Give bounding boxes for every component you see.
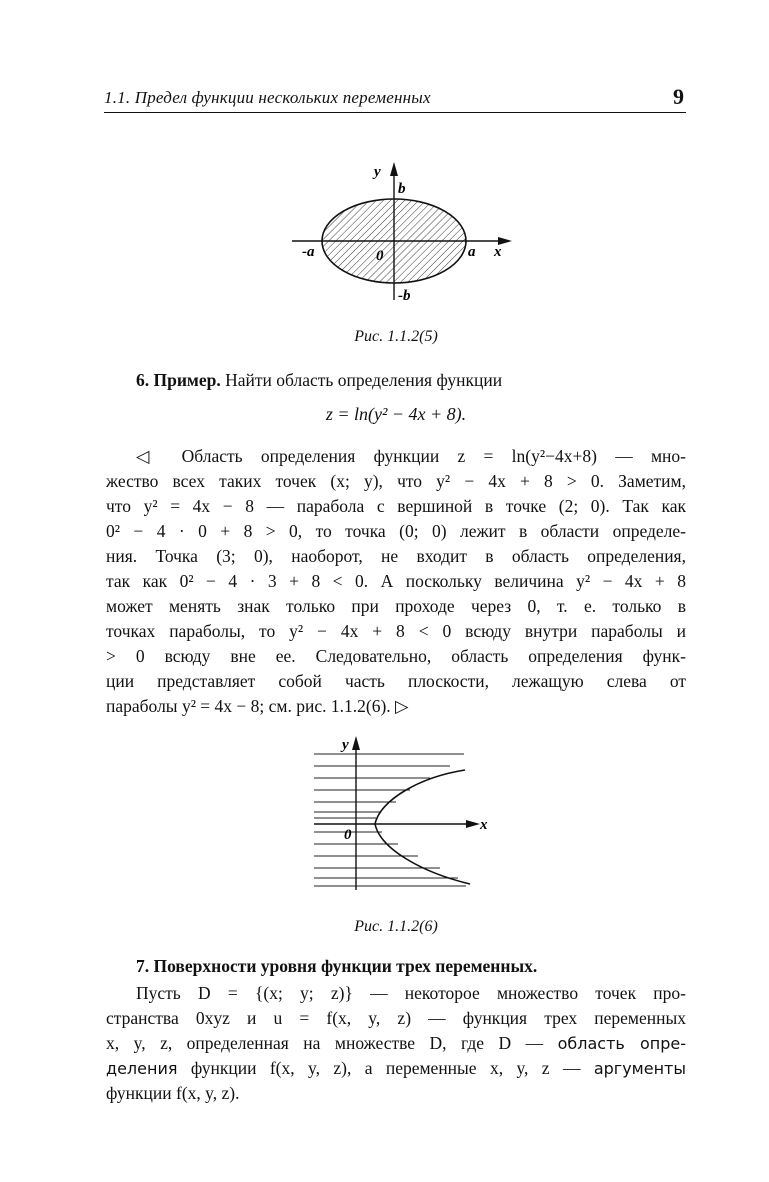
running-header [104,86,686,113]
example6-formula: z = ln(y² − 4x + 8). [325,404,467,424]
figure2-caption: Рис. 1.1.2(6) [354,918,438,935]
label-origin: 0 [376,248,384,264]
text-line: ◁ Область определения функции z = ln(y²−4x+8) — мно- [136,446,686,466]
page-number: 9 [673,84,684,109]
text-line-mixed [106,1056,686,1081]
label-x: x [494,244,502,260]
example6-body [106,444,686,719]
example6-heading [136,370,502,391]
hatch-lines [314,754,466,886]
text-line: точках параболы, то y² − 4x + 8 < 0 всюду внутри параболы и [106,621,686,641]
figure-ellipse [284,158,524,308]
label-y: y [342,737,349,753]
term-domain-continued: деления [106,1059,178,1078]
section7-title: 7. Поверхности уровня функции трех переменных. [136,956,538,976]
text-segment: функции f(x, y, z), а переменные x, y, z — [190,1058,581,1078]
figure-parabola [300,732,500,892]
y-axis-arrow [352,736,360,750]
section7-heading [136,956,537,977]
label-y: y [374,164,381,180]
label-neg-a: -a [302,244,315,260]
label-b: b [398,181,406,197]
text-line: странства 0xyz и u = f(x, y, z) — функция трех переменных [106,1008,686,1028]
section7-body [106,981,686,1106]
text-line: ции представляет собой часть плоскости, лежащую слева от [106,671,686,691]
example6-number: 6. Пример. [136,370,221,390]
x-axis-arrow [466,820,480,828]
label-x: x [480,817,488,833]
parabola-curve [375,770,470,884]
example6-intro: Найти область определения функции [225,370,503,390]
text-line: что y² = 4x − 8 — парабола с вершиной в точке (2; 0). Так как [106,496,686,516]
figure1-caption: Рис. 1.1.2(5) [354,328,438,345]
text-line: может менять знак только при проходе через 0, т. е. только в [106,596,686,616]
label-a: a [468,244,476,260]
text-line: > 0 всюду вне ее. Следовательно, область определения функ- [106,646,686,666]
text-line: 0² − 4 · 0 + 8 > 0, то точка (0; 0) лежит в области определе- [106,521,686,541]
text-line: так как 0² − 4 · 3 + 8 < 0. А поскольку величина y² − 4x + 8 [106,571,686,591]
text-line: ния. Точка (3; 0), наоборот, не входит в область определения, [106,546,686,566]
text-line: параболы y² = 4x − 8; см. рис. 1.1.2(6). ▷ [106,696,409,716]
label-origin: 0 [344,827,352,843]
text-line: Пусть D = {(x; y; z)} — некоторое множество точек про- [136,983,686,1003]
text-segment: x, y, z, определенная на множестве D, где D — [106,1033,544,1053]
term-domain: область опре- [557,1034,687,1053]
y-axis-arrow [390,162,398,176]
text-line: функции f(x, y, z). [106,1083,240,1103]
text-line-mixed [106,1031,686,1056]
label-neg-b: -b [398,288,411,304]
term-arguments: аргументы [593,1059,686,1078]
running-title: 1.1. Предел функции нескольких переменных [104,88,431,107]
text-line: жество всех таких точек (x; y), что y² − 4x + 8 > 0. Заметим, [106,471,686,491]
